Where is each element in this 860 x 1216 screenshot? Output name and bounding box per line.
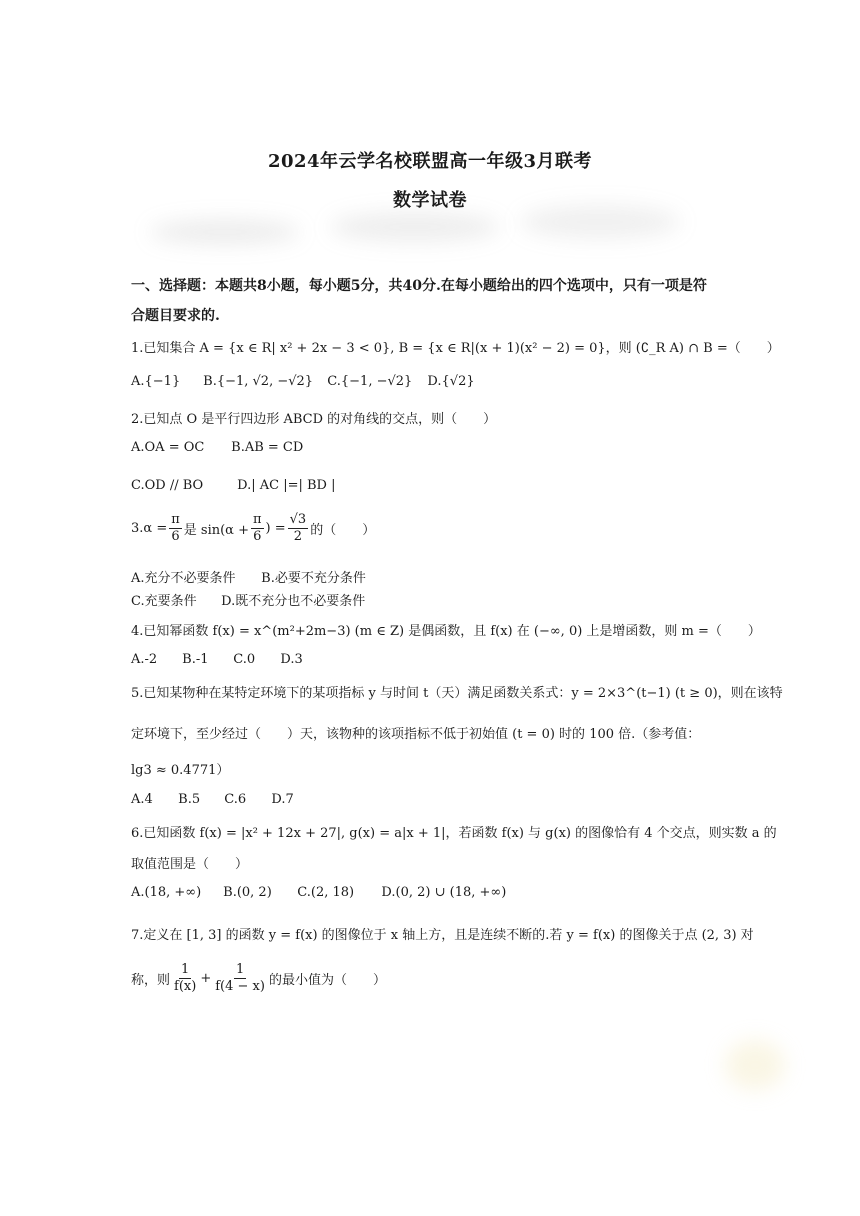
q7-line1: 7.定义在 [1, 3] 的函数 y = f(x) 的图像位于 x 轴上方，且是连续不断的.若 y = f(x) 的图像关于点 (2, 3) 对: [131, 928, 754, 943]
q5-option-b: B.5: [178, 792, 201, 807]
q5-option-c: C.6: [224, 792, 247, 807]
q1-option-b: B.{−1, √2, −√2}: [203, 374, 314, 389]
q6-option-a: A.(18, +∞): [131, 885, 202, 900]
q3-stem-suffix: 的（ ）: [310, 523, 376, 538]
fraction-numerator: 1: [181, 962, 190, 977]
q1-stem: 1.已知集合 A = {x ∈ R| x² + 2x − 3 < 0}, B = {x ∈ R|(x + 1)(x² − 2) = 0}，则 (∁_R A) ∩ B =（ ）: [131, 341, 780, 356]
q2-option-d: D.| AC |=| BD |: [237, 478, 336, 493]
q3-option-a: A.充分不必要条件: [131, 571, 236, 586]
q1-option-c: C.{−1, −√2}: [327, 374, 413, 389]
section-heading-line2: 合题目要求的.: [131, 308, 220, 324]
q3-fraction-pi-over-6-b: [251, 512, 264, 545]
q4-option-c: C.0: [233, 652, 256, 667]
q6-line2: 取值范围是（ ）: [131, 857, 249, 872]
q2-options-row2: [131, 478, 336, 493]
q5-line3: lg3 ≈ 0.4771）: [131, 763, 230, 778]
q3-stem-mid2: ) =: [265, 521, 286, 536]
q3-fraction-sqrt3-over-2: [288, 512, 309, 545]
watermark-smudge: [150, 220, 300, 244]
q7-fraction-1: [172, 962, 198, 995]
q5-option-d: D.7: [271, 792, 294, 807]
q3-option-b: B.必要不充分条件: [261, 571, 366, 586]
q1-options: [131, 374, 475, 389]
q1-option-a: A.{−1}: [131, 374, 181, 389]
fraction-denominator: f(4 − x): [215, 979, 265, 994]
q5-options: [131, 792, 294, 807]
fraction-denominator: 6: [171, 529, 180, 544]
fraction-numerator: π: [171, 512, 180, 527]
q3-fraction-pi-over-6: [169, 512, 182, 545]
watermark-smudge: [330, 212, 500, 242]
q3-option-c: C.充要条件: [131, 594, 197, 609]
q7-plus: +: [200, 971, 212, 986]
q7-line2-prefix: 称，则: [131, 973, 171, 988]
q5-line2: 定环境下，至少经过（ ）天，该物种的该项指标不低于初始值 (t = 0) 时的 100 倍.（参考值：: [131, 727, 701, 742]
q4-option-d: D.3: [280, 652, 303, 667]
q2-options-row1: [131, 440, 303, 455]
q2-option-c: C.OD // BO: [131, 478, 204, 493]
fraction-denominator: 6: [253, 529, 262, 544]
q3-option-d: D.既不充分也不必要条件: [221, 594, 366, 609]
section-heading-line1: 一、选择题：本题共8小题，每小题5分，共40分.在每小题给出的四个选项中，只有一项是符: [131, 278, 707, 294]
q5-line1: 5.已知某物种在某特定环境下的某项指标 y 与时间 t（天）满足函数关系式：y = 2×3^(t−1) (t ≥ 0)，则在该特: [131, 686, 783, 701]
q1-option-d: D.{√2}: [427, 374, 475, 389]
stain-smudge: [725, 1040, 785, 1090]
q4-options: [131, 652, 303, 667]
q6-line1: 6.已知函数 f(x) = |x² + 12x + 27|, g(x) = a|x + 1|，若函数 f(x) 与 g(x) 的图像恰有 4 个交点，则实数 a 的: [131, 826, 777, 841]
q2-option-b: B.AB = CD: [231, 440, 304, 455]
q2-stem: 2.已知点 O 是平行四边形 ABCD 的对角线的交点，则（ ）: [131, 412, 497, 427]
fraction-numerator: π: [252, 512, 262, 527]
q3-stem: [131, 512, 375, 545]
q5-option-a: A.4: [131, 792, 153, 807]
fraction-numerator: 1: [235, 962, 245, 977]
exam-title: 2024年云学名校联盟高一年级3月联考: [267, 151, 593, 172]
fraction-numerator: √3: [289, 512, 307, 527]
q6-option-d: D.(0, 2) ∪ (18, +∞): [381, 885, 507, 900]
fraction-denominator: 2: [293, 529, 303, 544]
q3-options-row1: [131, 567, 366, 586]
q2-option-a: A.OA = OC: [131, 440, 205, 455]
q3-stem-mid: 是 sin(α +: [183, 523, 249, 538]
q7-line2: [131, 962, 386, 995]
q6-option-c: C.(2, 18): [297, 885, 355, 900]
q4-stem: 4.已知幂函数 f(x) = x^(m²+2m−3) (m ∈ Z) 是偶函数，且 f(x) 在 (−∞, 0) 上是增函数，则 m =（ ）: [131, 624, 761, 639]
q4-option-b: B.-1: [182, 652, 209, 667]
q3-stem-prefix: 3.α =: [131, 521, 168, 536]
q4-option-a: A.-2: [131, 652, 158, 667]
q6-option-b: B.(0, 2): [223, 885, 272, 900]
exam-subtitle: 数学试卷: [393, 190, 467, 211]
q3-options-row2: [131, 590, 365, 609]
q7-line2-suffix: 的最小值为（ ）: [268, 973, 386, 988]
fraction-denominator: f(x): [174, 979, 197, 994]
q7-fraction-2: [213, 962, 267, 995]
q6-options: [131, 885, 506, 900]
